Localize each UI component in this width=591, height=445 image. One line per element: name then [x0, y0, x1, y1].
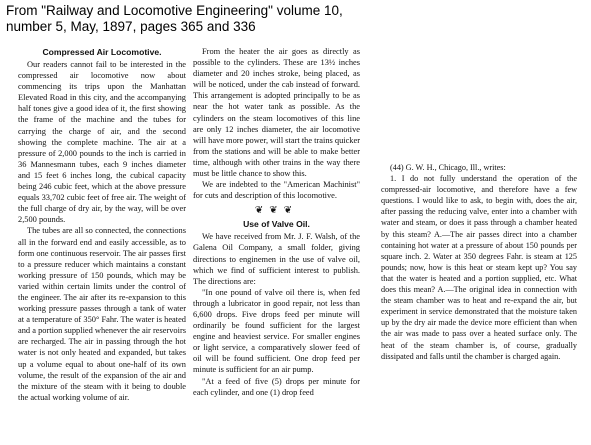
- paragraph: We have received from Mr. J. F. Walsh, of the Galena Oil Company, a small folder, giving directions to enginemen in the use of valve oil, which we find of sufficient interest to publish. The directions are:: [193, 232, 360, 286]
- section-divider-ornament: [193, 204, 360, 217]
- column-middle: [193, 46, 360, 398]
- ornament-icon: ❦: [269, 205, 284, 217]
- ornament-icon: ❦: [254, 205, 270, 217]
- qa-text: 1. I do not fully understand the operation of the compressed-air locomotive, and therefore have a few questions. I would like to ask, to begin with, does the air, after passing the reducing valve, enter into a chamber with water and steam, or does it pass through a chamber heated by this steam? A.—The air passes direct into a chamber containing hot water at a pressure of about 150 pounds per square inch. 2. Water at 350 degrees Fahr. is steam at 125 pounds; now, how is this heat or steam kept up? You say that the water is heated and a portion supplied, etc. What does this mean? A.—The original idea in connection with the steam chamber was to heat and re-expand the air, but experiment in service demonstrated that the moisture taken up by the dry air made the device more efficient than when the air was made to pass over a heated surface only. The heat of the steam chamber is, of course, gradually dissipated and falls until the chamber is charged again.: [381, 174, 577, 361]
- paragraph: The tubes are all so connected, the connections all in the forward end and easily accessible, as to form one continuous reservoir. The air passes first to a pressure reducer which maintains a constant working pressure of 150 pounds, which may be varied within certain limits under the control of the engineer. The air after its re-expansion to this working pressure passes through a tank of water at a temperature of 350° Fahr. The water is heated and a portion supplied whenever the air reservoirs are recharged. The air in passing through the hot water is not only heated and expanded, but takes up a volume equal to about one-half of its own volume, the result of the expansion of the air and the mixture of the steam with it being to double the actual working volume of air.: [18, 226, 186, 402]
- citation-line-2: number 5, May, 1897, pages 365 and 336: [6, 19, 256, 34]
- citation-line-1: From "Railway and Locomotive Engineering" volume 10,: [6, 3, 343, 18]
- source-citation: [6, 3, 343, 35]
- qa-heading: (44) G. W. H., Chicago, Ill., writes:: [390, 163, 506, 172]
- ornament-icon: ❦: [283, 205, 299, 217]
- paragraph: Our readers cannot fail to be interested in the compressed air locomotive now about commencing its trips upon the Manhattan Elevated Road in this city, and the accompanying half tones give a good idea of it, the first showing the frame of the machine and the tubes for carrying the charge of air, and the second showing the complete machine. The air at a pressure of 2,000 pounds to the inch is carried in 36 Mannesmann tubes, each 9 inches diameter and 15 feet 6 inches long, the cubical capacity being 246 cubic feet, which at the above pressure equals 33,702 cubic feet of free air. The weight of the full charge of dry air, by the way, will be over 2,500 pounds.: [18, 60, 186, 225]
- column-right-qa: [381, 162, 577, 362]
- paragraph: "At a feed of five (5) drops per minute for each cylinder, and one (1) drop feed: [193, 376, 360, 397]
- article-title-valve-oil: Use of Valve Oil.: [243, 219, 310, 230]
- paragraph: We are indebted to the "American Machinist" for cuts and description of this locomotive.: [193, 180, 360, 201]
- paragraph: "In one pound of valve oil there is, when fed through a lubricator in good repair, not less than 6,600 drops. Five drops feed per minute will ordinarily be found sufficient for the largest engine and heaviest service. For smaller engines or light service, a comparatively slower feed of oil will be found sufficient. One drop feed per minute is sufficient for an air pump.: [193, 287, 360, 375]
- paragraph: From the heater the air goes as directly as possible to the cylinders. These are 13½ inches diameter and 20 inches stroke, being placed, as will be noticed, under the cab instead of forward. This arrangement is adopted principally to be as near the hot water tank as possible. As the cylinders on the steam locomotives of this line are only 12 inches diameter, the air locomotive will have more power, will start the trains quicker from the stations and will be able to make better time, although with other trains in the way there must be little chance to show this.: [193, 47, 360, 179]
- article-title-compressed-air: Compressed Air Locomotive.: [42, 47, 162, 57]
- column-left: [18, 46, 186, 403]
